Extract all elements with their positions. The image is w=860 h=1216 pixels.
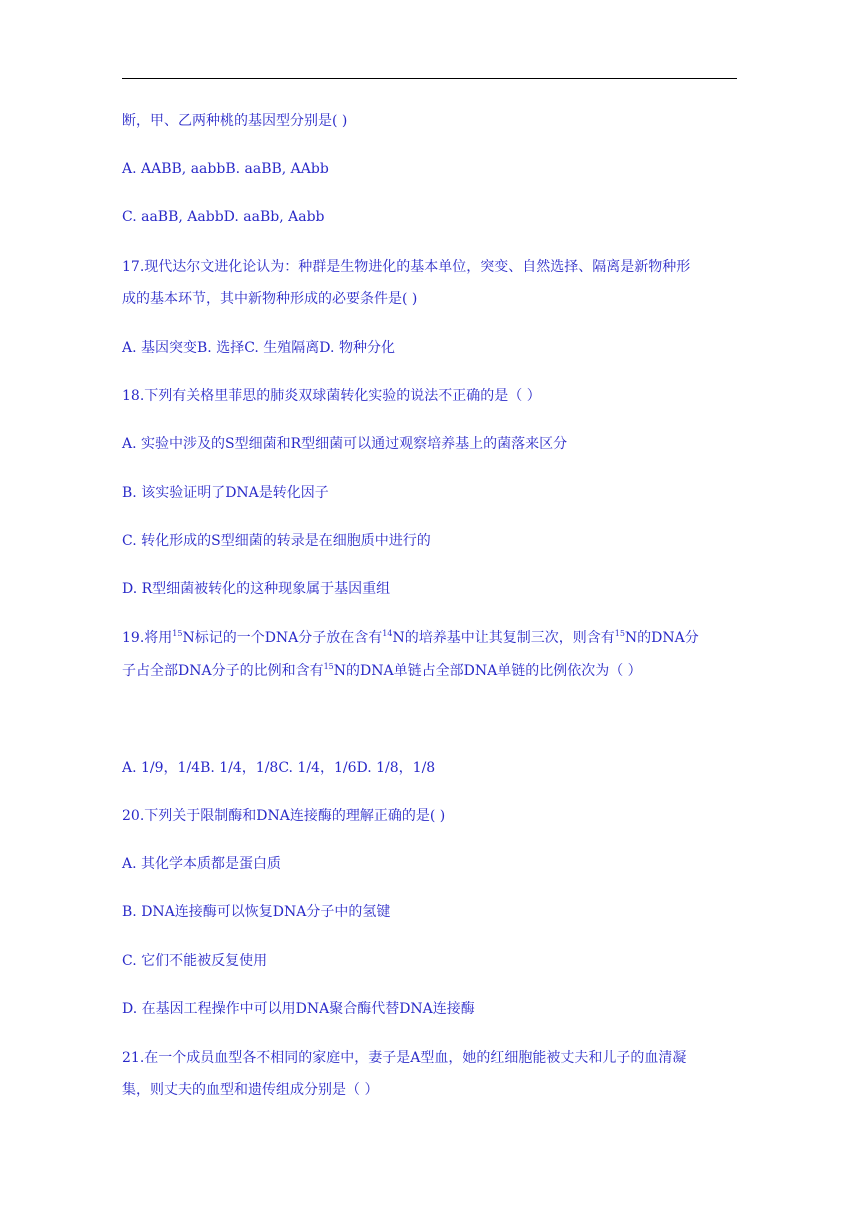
q16-stem-continuation: 断，甲、乙两种桃的基因型分别是( ) [122, 113, 348, 129]
q19-stem-line2 [122, 662, 642, 680]
q19-isotope-superscript: 15 [614, 629, 625, 638]
q17-options: A. 基因突变B. 选择C. 生殖隔离D. 物种分化 [122, 340, 395, 356]
q19-isotope-superscript: 15 [172, 629, 183, 638]
q21-stem-line2: 集，则丈夫的血型和遗传组成分别是（ ） [122, 1082, 379, 1098]
q18-option-c: C. 转化形成的S型细菌的转录是在细胞质中进行的 [122, 533, 431, 549]
q18-stem: 18.下列有关格里菲思的肺炎双球菌转化实验的说法不正确的是（ ） [122, 388, 541, 404]
q19-text: N的DNA分 [624, 630, 699, 646]
q18-option-b: B. 该实验证明了DNA是转化因子 [122, 485, 329, 501]
q20-option-a: A. 其化学本质都是蛋白质 [122, 856, 282, 872]
q19-isotope-superscript: 14 [382, 629, 393, 638]
q19-isotope-superscript: 15 [323, 662, 334, 671]
q19-stem-line1 [122, 629, 699, 647]
q18-option-d: D. R型细菌被转化的这种现象属于基因重组 [122, 581, 391, 597]
header-rule [122, 78, 737, 79]
q19-text: N的培养基中让其复制三次，则含有 [392, 630, 615, 646]
q20-option-d: D. 在基因工程操作中可以用DNA聚合酶代替DNA连接酶 [122, 1001, 475, 1017]
q18-option-a: A. 实验中涉及的S型细菌和R型细菌可以通过观察培养基上的菌落来区分 [122, 436, 568, 452]
q19-text: 19.将用 [122, 630, 173, 646]
q17-stem-line2: 成的基本环节，其中新物种形成的必要条件是( ) [122, 291, 418, 307]
q20-option-c: C. 它们不能被反复使用 [122, 953, 268, 969]
q19-text: 子占全部DNA分子的比例和含有 [122, 663, 324, 679]
q19-options: A. 1/9，1/4B. 1/4，1/8C. 1/4，1/6D. 1/8，1/8 [122, 760, 436, 776]
q21-stem-line1: 21.在一个成员血型各不相同的家庭中，妻子是A型血，她的红细胞能被丈夫和儿子的血清凝 [122, 1050, 687, 1066]
q17-stem-line1: 17.现代达尔文进化论认为：种群是生物进化的基本单位，突变、自然选择、隔离是新物种形 [122, 259, 691, 275]
q16-options-cd: C. aaBB, AabbD. aaBb, Aabb [122, 209, 325, 225]
q20-option-b: B. DNA连接酶可以恢复DNA分子中的氢键 [122, 904, 391, 920]
q16-options-ab: A. AABB, aabbB. aaBB, AAbb [122, 161, 329, 177]
q19-text: N标记的一个DNA分子放在含有 [182, 630, 383, 646]
q19-text: N的DNA单链占全部DNA单链的比例依次为（ ） [333, 663, 642, 679]
q20-stem: 20.下列关于限制酶和DNA连接酶的理解正确的是( ) [122, 808, 446, 824]
